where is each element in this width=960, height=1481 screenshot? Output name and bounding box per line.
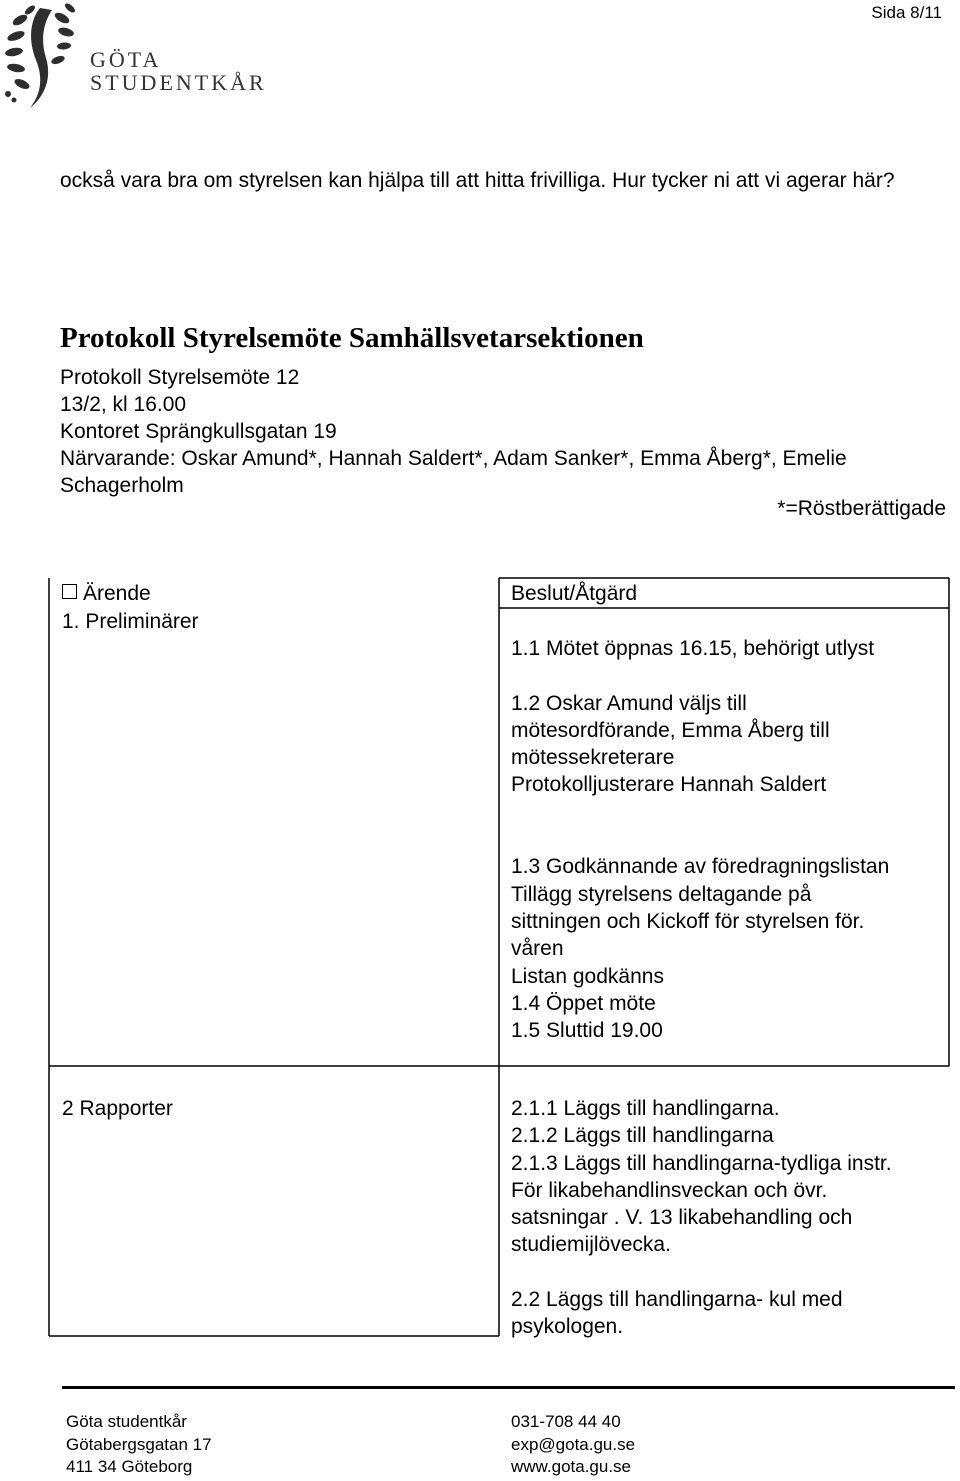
decision-line: 2.1.1 Läggs till handlingarna. bbox=[511, 1097, 780, 1120]
decision-line: 1.1 Mötet öppnas 16.15, behörigt utlyst bbox=[511, 637, 875, 660]
decision-line: 1.3 Godkännande av föredragningslistan bbox=[511, 855, 890, 879]
table-row-decision bbox=[511, 635, 941, 1044]
voting-rights-note: *=Röstberättigade bbox=[777, 497, 946, 520]
table-row-decision bbox=[511, 1095, 941, 1341]
decision-line bbox=[511, 826, 941, 853]
decision-line: mötesordförande, Emma Åberg till bbox=[511, 718, 830, 742]
footer-contact bbox=[511, 1411, 635, 1479]
decision-line: våren bbox=[511, 937, 564, 961]
meta-line: Kontoret Sprängkullsgatan 19 bbox=[60, 420, 337, 443]
table-header-item bbox=[62, 580, 151, 607]
decision-line bbox=[511, 799, 941, 826]
table-row-item: 2 Rapporter bbox=[62, 1097, 173, 1120]
decision-line: psykologen. bbox=[511, 1315, 624, 1339]
decision-line: 1.2 Oskar Amund väljs till bbox=[511, 691, 747, 715]
table-row-item: 1. Preliminärer bbox=[62, 610, 199, 633]
page-number: Sida 8/11 bbox=[871, 3, 942, 22]
table-header-decision: Beslut/Åtgärd bbox=[511, 582, 638, 605]
logo-text-line2: STUDENTKÅR bbox=[90, 70, 267, 95]
decision-line: 2.1.3 Läggs till handlingarna-tydliga instr. bbox=[511, 1151, 892, 1175]
checkbox-square-icon bbox=[62, 584, 77, 599]
meta-line: Schagerholm bbox=[60, 474, 184, 497]
footer-street: Götabergsgatan 17 bbox=[66, 1434, 212, 1454]
decision-line: För likabehandlinsveckan och övr. bbox=[511, 1178, 828, 1202]
decision-line: Protokolljusterare Hannah Saldert bbox=[511, 773, 827, 797]
footer-address bbox=[66, 1411, 212, 1479]
footer-website[interactable]: www.gota.gu.se bbox=[511, 1457, 632, 1477]
decision-line: 2.2 Läggs till handlingarna- kul med bbox=[511, 1288, 843, 1312]
meta-line: Närvarande: Oskar Amund*, Hannah Saldert*, Adam Sanker*, Emma Åberg*, Emelie bbox=[60, 447, 847, 470]
footer-city: 411 34 Göteborg bbox=[66, 1457, 193, 1477]
decision-line: sittningen och Kickoff för styrelsen för. bbox=[511, 909, 865, 933]
meeting-meta bbox=[60, 364, 940, 499]
decision-line: Tillägg styrelsens deltagande på bbox=[511, 882, 812, 906]
decision-line: satsningar . V. 13 likabehandling och bbox=[511, 1206, 853, 1230]
decision-line: Listan godkänns bbox=[511, 964, 664, 988]
footer-org-name: Göta studentkår bbox=[66, 1412, 187, 1431]
footer-phone: 031-708 44 40 bbox=[511, 1412, 621, 1431]
document-heading: Protokoll Styrelsemöte Samhällsvetarsektionen bbox=[60, 322, 644, 354]
decision-line bbox=[511, 1259, 941, 1286]
logo-text-line1: GÖTA bbox=[90, 47, 162, 72]
meta-line: Protokoll Styrelsemöte 12 bbox=[60, 366, 300, 389]
decision-line: 1.5 Sluttid 19.00 bbox=[511, 1019, 663, 1043]
meta-line: 13/2, kl 16.00 bbox=[60, 393, 187, 416]
footer-divider bbox=[62, 1386, 955, 1389]
decision-line: 2.1.2 Läggs till handlingarna bbox=[511, 1124, 774, 1148]
decision-line bbox=[511, 662, 941, 689]
decision-line: 1.4 Öppet möte bbox=[511, 991, 656, 1015]
decision-line: studiemijlövecka. bbox=[511, 1233, 671, 1257]
intro-paragraph: också vara bra om styrelsen kan hjälpa till att hitta frivilliga. Hur tycker ni att vi agerar här? bbox=[60, 169, 895, 192]
footer-email[interactable]: exp@gota.gu.se bbox=[511, 1434, 636, 1454]
decision-line: mötessekreterare bbox=[511, 746, 675, 770]
col1-header-label: Ärende bbox=[83, 582, 151, 605]
